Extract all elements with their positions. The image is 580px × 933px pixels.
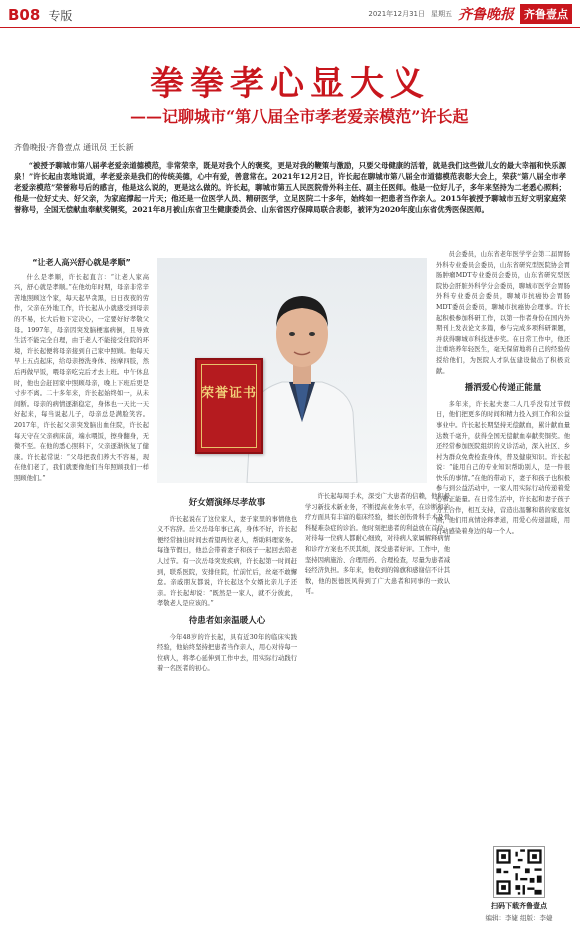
article-title: 拳拳孝心显大义	[150, 64, 430, 104]
article-summary: “被授予聊城市第八届孝老爱亲道德模范，非常荣幸，既是对我个人的褒奖，更是对我的鞭策与激励，只要父母健康的活着，就是我们这些做儿女的最大幸福和快乐源泉！”许长起由衷地说道，孝老爱亲是我们的传统美德，心中有爱，善意常在。2021年12月2日，许长起在聊城市第八届全市道德模范表彰大会上，荣获“第八届全市孝老爱亲模范”荣誉称号后的感言，他是这么说的，更是这么做的。许长起，聊城市第五人民医院骨外科主任、副主任医师。他是一位好儿子，多年来坚持为二老悉心照料；他是一位好丈夫、好父亲，为家庭撑起一片天；他还是一位医学人员、精研医学，立足医院二十多年，始终如一把患者当作亲人。2015年被授予聊城市五好文明家庭荣誉称号，全国无偿献血奉献奖铜奖，2021年8月被山东省卫生健康委员会、山东省医疗保障局联合表彰，被评为2020年度山东省优秀医保医师。	[14, 161, 566, 214]
column-2-text-2: 今年48岁的许长起，具有近30年的临床实践经验，他始终坚持把患者当作亲人，用心对待每一位病人，将孝心延伸到工作中去，用实际行动践行着一名医者的初心。	[157, 633, 297, 673]
section-heading-3: 待患者如亲温暖人心	[188, 615, 266, 626]
column-3	[305, 492, 450, 926]
page-number: B08	[8, 6, 41, 24]
issue-date: 2021年12月31日	[368, 10, 425, 18]
column-4-text-2: 多年来，许长起夫妻二人几乎没有过节假日，他们把更多的时间和精力投入到工作和公益事业中。许长起长期坚持无偿献血，累计献血量达数千毫升，获得全国无偿献血奉献奖铜奖。他还经常参加医院组织的义诊活动，深入社区、乡村为群众免费检查身体，普及健康知识。许长起说：“能用自己的专业知识帮助别人，是一件很快乐的事情。”在他的带动下，妻子和孩子也积极参与到公益活动中，一家人用实际行动传递着爱心和正能量。在日常生活中，许长起和妻子孩子分工合作，相互支持，营造出温馨和谐的家庭氛围，他们用真情诠释孝道，用爱心传递温暖，用行动感染着身边的每一个人。	[436, 400, 570, 535]
section-heading-2: 好女婿演绎尽孝故事	[188, 498, 266, 508]
page-id	[8, 6, 72, 24]
article-subtitle: ——记聊城市“第八届全市孝老爱亲模范”许长起	[130, 107, 469, 126]
qr-caption: 扫码下载齐鲁壹点	[491, 902, 547, 910]
masthead	[368, 4, 572, 24]
section-heading-4: 播洒爱心传递正能量	[464, 383, 542, 394]
article-byline: 齐鲁晚报·齐鲁壹点 通讯员 王长新	[14, 143, 134, 152]
section-name: 专版	[48, 9, 73, 23]
qr-block	[468, 846, 570, 924]
honor-certificate	[195, 358, 263, 454]
column-4	[436, 250, 570, 842]
column-1	[14, 258, 149, 926]
section-heading-1: “让老人高兴舒心就是孝顺”	[32, 258, 131, 267]
certificate-title: 荣誉证书	[200, 386, 257, 401]
column-2-text: 许长起说在了这位家人，妻子家里的事情他也义不容辞。岳父岳母年事已高，身体不好，许长起便经常抽出时间去看望两位老人，帮助料理家务。每逢节假日，他总会带着妻子和孩子一起回去陪老人过节。有一次岳母突发疾病，许长起第一时间赶到，联系医院，安排住院，忙前忙后，丝毫不敢懈怠。亲戚朋友都说，许长起这个女婿比亲儿子还亲。许长起却说：“既然是一家人，就不分彼此，孝敬老人是应该的。”	[157, 515, 297, 608]
column-2	[157, 492, 297, 926]
column-1-text: 什么是孝顺，许长起直言：“让老人家高兴，舒心就是孝顺。”在他幼年时期，母亲非常辛苦地照顾这个家，每天起早贪黑，日日夜夜的劳作，父亲在外地工作，许长起从小就感受到母亲的不易，长大后他下定决心，一定要好好孝敬父母。1997年，母亲因突发脑梗塞病倒，且导致生活不能完全自理，由于老人不能接受住院的环境，许长起便将母亲接到自己家中照顾。他每天早上五点起床，给母亲擦洗身体、按摩四肢，然后再做早饭，喂母亲吃完后才去上班。中午休息时，他也会赶回家中照顾母亲，晚上下班后更是寸步不离。二十多年来，许长起始终如一，从未间断。母亲的病情逐渐稳定，身体也一天比一天好起来，每当说起儿子，母亲总是满脸笑容。2017年，许长起父亲突发脑出血住院，许长起每天守在父亲病床前，端水喂饭，擦身翻身，无微不至。在他的悉心照料下，父亲逐渐恢复了健康。许长起常说：“父母把我们养大不容易，现在他们老了，我们就要像他们当年照顾我们一样照顾他们。”	[14, 273, 149, 482]
editor-credit: 编辑：李婕 组版：李婕	[485, 914, 553, 922]
column-4-text: 员会委员，山东省老年医学学会第二届胃肠外科专业委员会委员，山东省研究型医院协会胃肠肿瘤MDT专业委员会委员，山东省研究型医院协会肝脏外科学分会委员，聊城市医学会胃肠外科专业委员会委员，聊城市抗癌协会胃肠MDT委员会委员，聊城市抗癌协会理事。许长起积极参加科研工作，以第一作者身份在国内外期刊上发表论文多篇，参与完成多项科研课题，并获得聊城市科技进步奖。在日常工作中，他还注重培养年轻医生，毫无保留地将自己的经验传授给他们，为医院人才队伍建设做出了积极贡献。	[436, 251, 570, 375]
page-header	[0, 0, 580, 28]
newspaper-logo: 齐鲁晚报	[458, 7, 514, 23]
portrait-photo	[157, 258, 427, 483]
issue-weekday: 星期五	[431, 10, 452, 18]
column-3-text: 许长起每周手术，深受广大患者的信赖，他积极学习新技术新业务，不断提高业务水平，在诊断和治疗方面具有丰富的临床经验，擅长创伤骨科手术及骨科疑难杂症的诊治。他时刻把患者的利益放在首位，对待每一位病人都耐心细致，对待病人家属解释病情和诊疗方案也不厌其烦，深受患者好评。工作中，他坚持因病施治、合理用药、合理检查，尽量为患者减轻经济负担。多年来，他收到的锦旗和感谢信不计其数，他的医德医风得到了广大患者和同事的一致认可。	[305, 493, 450, 596]
app-logo: 齐鲁壹点	[520, 4, 572, 24]
qr-code-icon[interactable]	[493, 846, 545, 898]
